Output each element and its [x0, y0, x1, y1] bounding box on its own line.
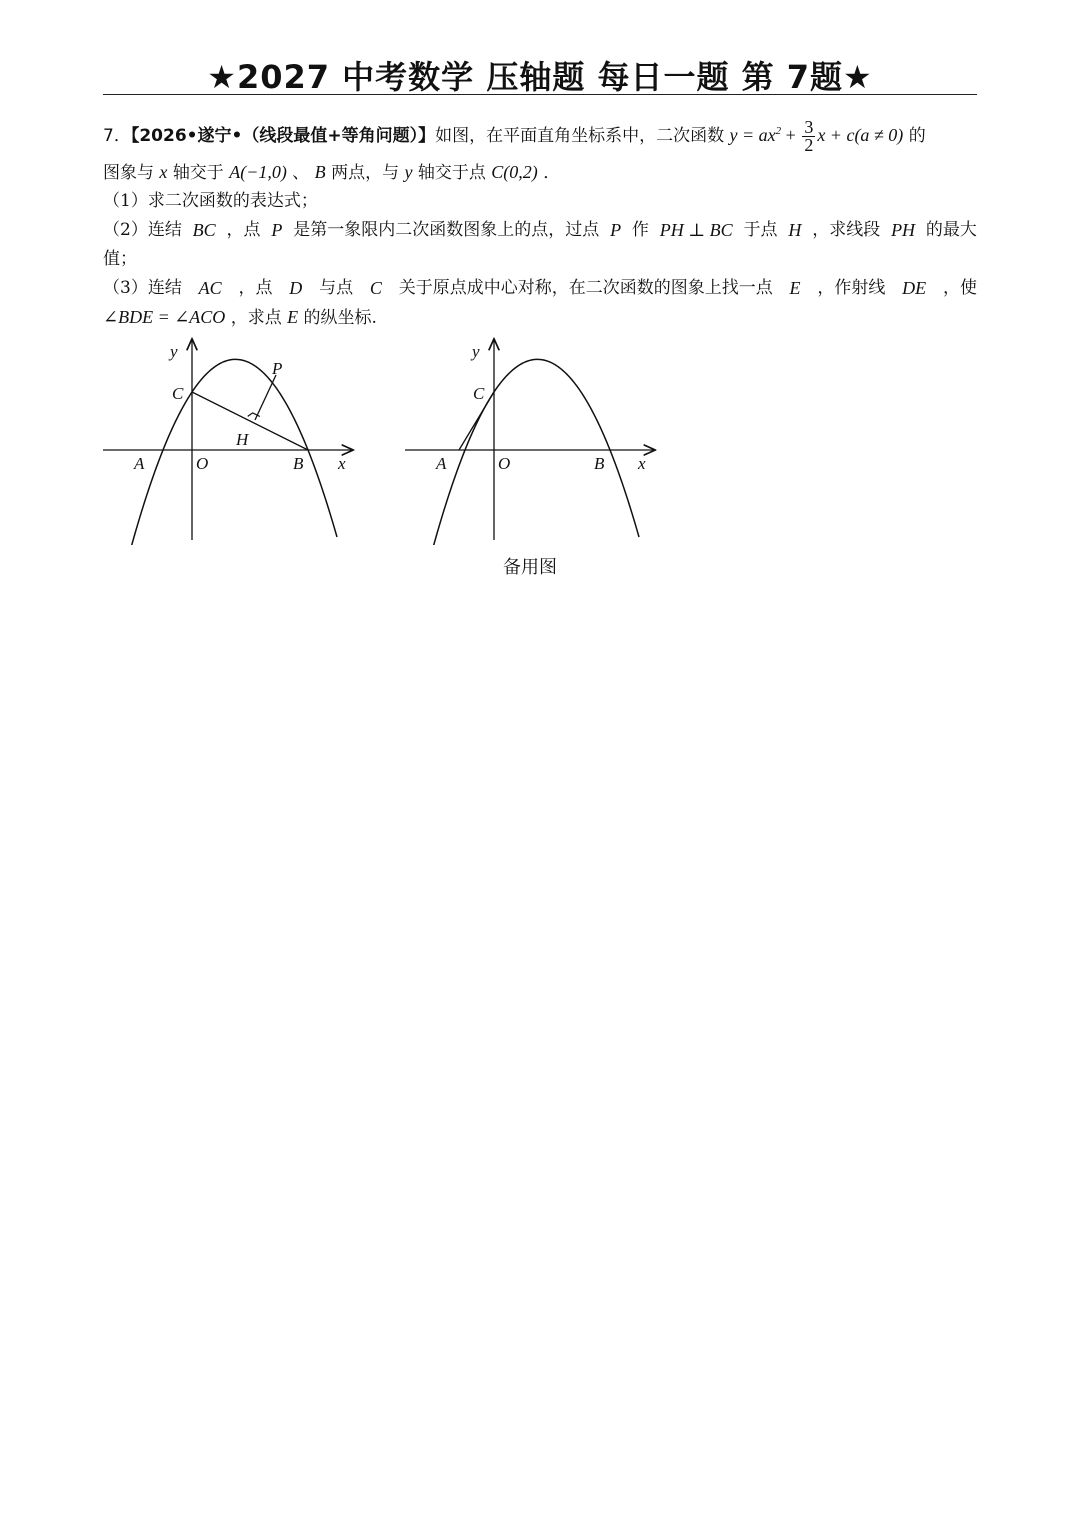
question-3	[103, 274, 977, 303]
figure-1-graph	[100, 335, 360, 545]
fraction-three-halves	[802, 119, 815, 154]
question-number: 7．	[103, 126, 131, 146]
formula-lhs: y = ax	[729, 125, 776, 145]
intro-text: 如图，在平面直角坐标系中，二次函数	[435, 126, 725, 146]
segment-BC	[192, 392, 308, 450]
q3-text-a: （3）连结	[103, 278, 182, 298]
question-2-continued	[103, 245, 977, 274]
fraction-denominator: 2	[804, 135, 814, 156]
label-y: y	[472, 342, 480, 361]
q2-text-b: ，点	[226, 220, 261, 240]
formula-exponent: 2	[775, 125, 782, 137]
problem-line-1	[103, 114, 977, 158]
problem-line-2	[103, 158, 977, 187]
title-underline	[103, 94, 977, 95]
q3-text-g: ，求点	[230, 308, 282, 328]
label-B: B	[293, 454, 304, 473]
q3-angle-equation: ∠BDE = ∠ACO	[103, 307, 226, 327]
q3-AC: AC	[198, 278, 222, 298]
line2-text-a: 图象与	[103, 163, 154, 183]
point-B-label: B	[314, 162, 326, 182]
q2-PH: PH	[891, 220, 916, 240]
line2-x: x	[159, 162, 168, 182]
q2-PH-perp-BC: PH ⊥ BC	[659, 220, 733, 240]
line2-text-e: 轴交于点	[417, 163, 486, 183]
q2-H: H	[788, 220, 802, 240]
q2-text-d: 作	[631, 220, 649, 240]
line2-text-f: ．	[543, 163, 561, 183]
q3-C: C	[369, 278, 382, 298]
figure-2-graph	[402, 335, 662, 545]
intro-suffix: 的	[908, 126, 926, 146]
figure-1	[100, 335, 360, 549]
label-P: P	[272, 359, 283, 378]
label-x: x	[638, 454, 646, 473]
q2-BC: BC	[192, 220, 216, 240]
question-2	[103, 216, 977, 245]
label-x: x	[338, 454, 346, 473]
figure-2	[402, 335, 662, 549]
question-3-continued	[103, 303, 977, 332]
line2-text-b: 轴交于	[172, 163, 224, 183]
label-C: C	[172, 384, 184, 403]
q2-P-2: P	[610, 220, 622, 240]
q3-E-2: E	[287, 307, 299, 327]
parabola-curve	[131, 359, 337, 545]
q2-text-f: ，求线段	[812, 220, 881, 240]
line2-text-c: 、	[292, 163, 310, 183]
formula-rest: x + c(a ≠ 0)	[817, 125, 904, 145]
q2-continued-text: 值；	[103, 249, 137, 269]
segment-PH	[255, 375, 276, 420]
q3-text-b: ，点	[238, 278, 273, 298]
quadratic-formula	[729, 117, 904, 156]
q2-text-c: 是第一象限内二次函数图象上的点，过点	[293, 220, 600, 240]
page-title: ★2027 中考数学 压轴题 每日一题 第 7题★	[207, 58, 873, 96]
label-A: A	[436, 454, 447, 473]
question-1	[103, 187, 977, 216]
line2-y: y	[404, 162, 413, 182]
formula-plus: +	[781, 125, 801, 145]
q3-D: D	[289, 278, 303, 298]
label-O: O	[196, 454, 209, 473]
label-C: C	[473, 384, 485, 403]
figure-caption: 备用图	[503, 557, 557, 578]
q2-text-g: 的最大	[925, 220, 977, 240]
question-1-text: （1）求二次函数的表达式；	[103, 191, 318, 211]
fraction-numerator: 3	[804, 117, 814, 138]
label-O: O	[498, 454, 511, 473]
point-C-coord: C(0,2)	[491, 162, 538, 182]
q3-E: E	[789, 278, 801, 298]
label-A: A	[134, 454, 145, 473]
label-y: y	[170, 342, 178, 361]
q3-DE: DE	[902, 278, 927, 298]
line2-text-d: 两点，与	[331, 163, 400, 183]
q2-text-a: （2）连结	[103, 220, 182, 240]
q3-text-f: ，使	[942, 278, 977, 298]
q3-text-c: 与点	[319, 278, 354, 298]
q3-text-d: 关于原点成中心对称，在二次函数的图象上找一点	[398, 278, 773, 298]
q3-text-e: ，作射线	[817, 278, 886, 298]
parabola-curve	[433, 359, 639, 545]
question-source: 【2026•遂宁•（线段最值+等角问题）】	[130, 126, 436, 146]
label-H: H	[236, 430, 249, 449]
q2-text-e: 于点	[743, 220, 778, 240]
label-B: B	[594, 454, 605, 473]
q2-P: P	[271, 220, 283, 240]
problem-block	[103, 114, 977, 332]
point-A-coord: A(−1,0)	[229, 162, 287, 182]
q3-text-h: 的纵坐标.	[303, 308, 377, 328]
